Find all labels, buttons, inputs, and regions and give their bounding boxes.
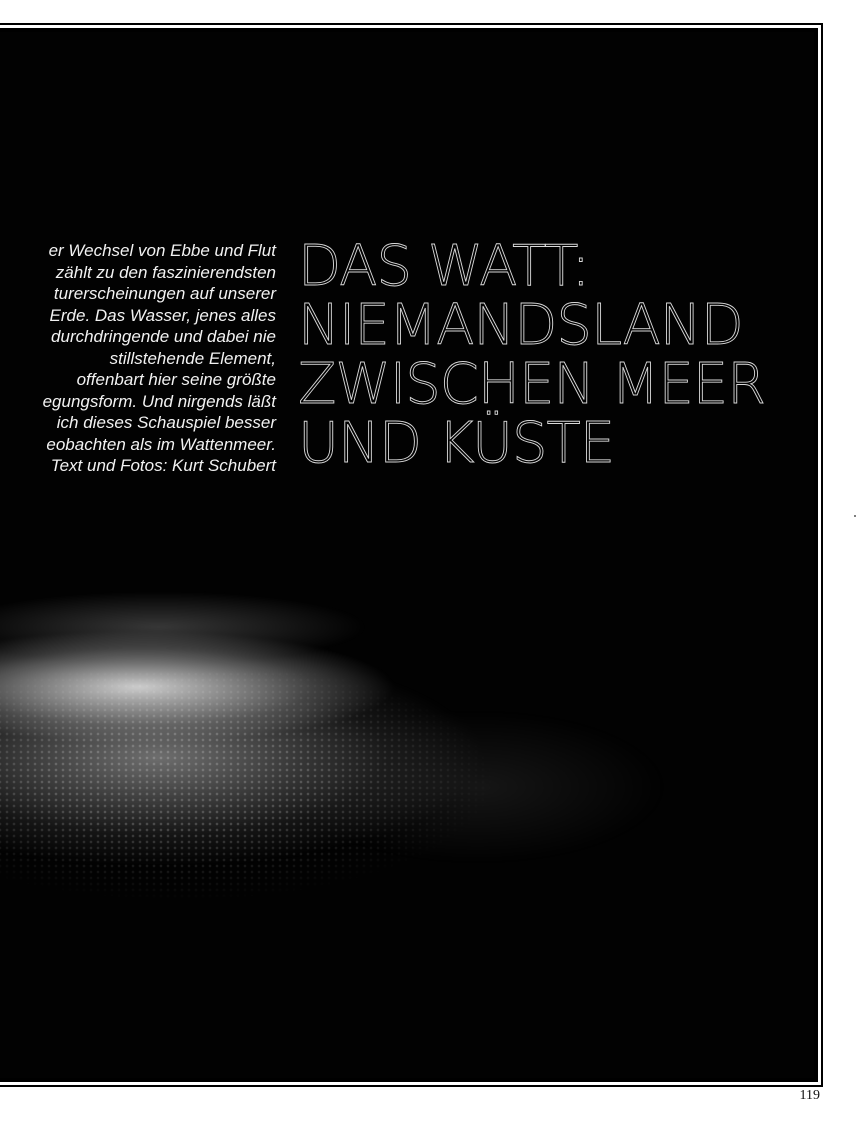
water-texture <box>0 672 518 912</box>
headline-line: ZWISCHEN MEER <box>298 352 766 417</box>
photo-frame <box>0 28 818 1082</box>
intro-line: durchdringende und dabei nie <box>51 327 276 346</box>
print-speck <box>854 515 856 517</box>
author-credit: Text und Fotos: Kurt Schubert <box>50 456 276 475</box>
intro-line: stillstehende Element, <box>109 348 276 368</box>
article-headline <box>298 234 798 476</box>
intro-line: er Wechsel von Ebbe und Flut <box>48 241 276 260</box>
intro-line: egungsform. Und nirgends läßt <box>42 391 276 411</box>
page-number: 119 <box>799 1088 820 1103</box>
intro-text <box>0 240 276 477</box>
wadden-sea-photo <box>0 32 814 1078</box>
headline-line: NIEMANDSLAND <box>298 293 743 358</box>
intro-line: offenbart hier seine größte <box>76 370 276 389</box>
intro-line: eobachten als im Wattenmeer. <box>46 434 276 454</box>
headline-line: UND KÜSTE <box>298 411 615 476</box>
intro-line: turerscheinungen auf unserer <box>53 284 276 303</box>
intro-line: zählt zu den faszinierendsten <box>55 262 276 282</box>
intro-line: ich dieses Schauspiel besser <box>56 413 276 432</box>
headline-line: DAS WATT: <box>298 234 590 299</box>
intro-line: Erde. Das Wasser, jenes alles <box>49 305 276 325</box>
